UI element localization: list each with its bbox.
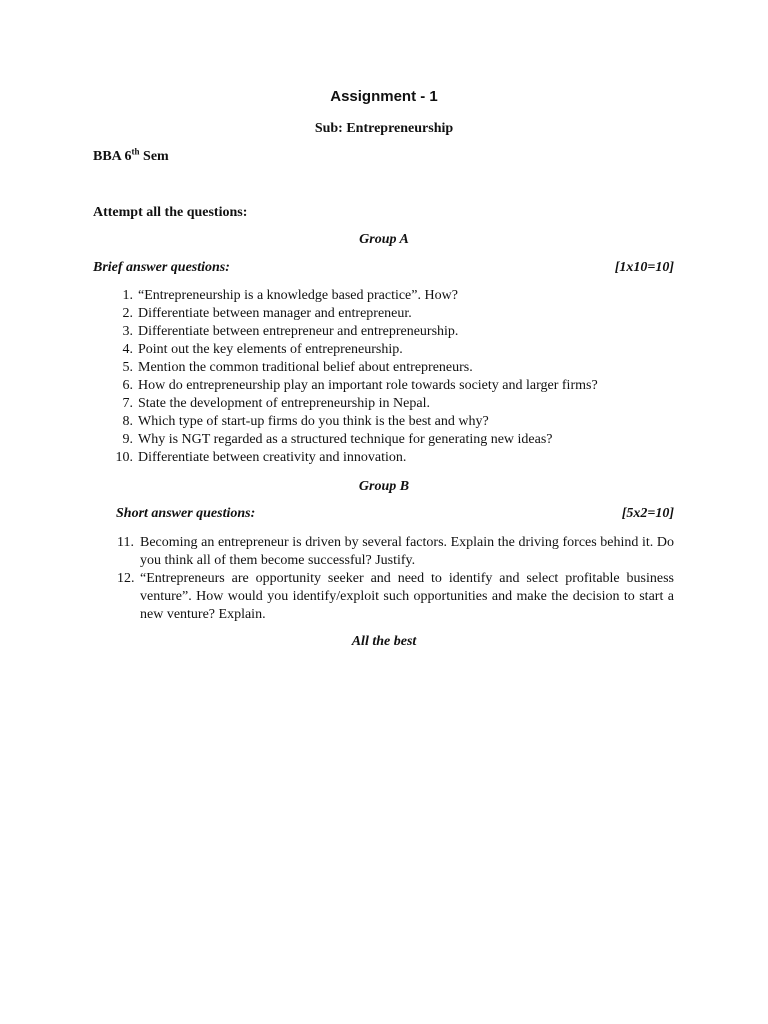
question-number: 8.: [122, 414, 133, 429]
closing-remark: All the best: [351, 634, 417, 649]
question-text: Why is NGT regarded as a structured technique for generating new ideas?: [138, 432, 553, 447]
group-b-marks: [5x2=10]: [621, 506, 674, 521]
question-item: [110, 341, 674, 359]
course-suffix: Sem: [139, 149, 169, 164]
question-text: State the development of entrepreneurship in Nepal.: [138, 396, 430, 411]
question-number: 10.: [115, 450, 133, 465]
question-number: 7.: [122, 396, 133, 411]
question-item: [117, 534, 674, 570]
question-text: Differentiate between entrepreneur and entrepreneurship.: [138, 324, 459, 339]
question-text: Differentiate between manager and entrepreneur.: [138, 306, 412, 321]
question-item: [110, 413, 674, 431]
question-text: Which type of start-up firms do you think is the best and why?: [138, 414, 489, 429]
question-text: “Entrepreneurship is a knowledge based practice”. How?: [138, 288, 458, 303]
course-prefix: BBA 6: [93, 149, 132, 164]
question-item: [110, 359, 674, 377]
question-text: Point out the key elements of entrepreneurship.: [138, 342, 403, 357]
question-text: Becoming an entrepreneur is driven by several factors. Explain the driving forces behind it. Do you think all of them become successful? Justify.: [140, 535, 674, 568]
question-item: [117, 570, 674, 624]
group-a-section-row: [93, 260, 674, 276]
group-b-section-label: Short answer questions:: [116, 506, 256, 521]
question-number: 4.: [122, 342, 133, 357]
question-item: [110, 395, 674, 413]
group-a-question-list: [110, 287, 674, 467]
question-item: [110, 431, 674, 449]
group-a-marks: [1x10=10]: [614, 260, 674, 275]
question-text: How do entrepreneurship play an important role towards society and larger firms?: [138, 378, 598, 393]
question-number: 5.: [122, 360, 133, 375]
question-text: Differentiate between creativity and innovation.: [138, 450, 407, 465]
question-number: 12.: [117, 571, 135, 586]
question-item: [110, 323, 674, 341]
question-text: Mention the common traditional belief about entrepreneurs.: [138, 360, 473, 375]
assignment-title: Assignment - 1: [330, 88, 438, 105]
question-number: 6.: [122, 378, 133, 393]
group-b-question-list: [117, 534, 674, 624]
group-a-section-label: Brief answer questions:: [93, 260, 230, 275]
question-item: [110, 377, 674, 395]
question-item: [110, 305, 674, 323]
course-superscript: th: [131, 146, 140, 157]
question-item: [110, 449, 674, 467]
question-number: 3.: [122, 324, 133, 339]
group-b-heading: Group B: [358, 479, 410, 494]
question-number: 9.: [122, 432, 133, 447]
group-b-section-row: [116, 506, 674, 522]
subject-line: Sub: Entrepreneurship: [314, 121, 454, 136]
question-item: [110, 287, 674, 305]
course-line: [93, 146, 169, 165]
question-number: 2.: [122, 306, 133, 321]
question-number: 11.: [117, 535, 134, 550]
instruction-text: Attempt all the questions:: [93, 205, 248, 220]
question-text: “Entrepreneurs are opportunity seeker and need to identify and select profitable business venture”. How would you identify/exploit such opportunities and make the decision to start a new venture? Explain.: [140, 571, 674, 622]
group-a-heading: Group A: [359, 232, 409, 247]
question-number: 1.: [122, 288, 133, 303]
